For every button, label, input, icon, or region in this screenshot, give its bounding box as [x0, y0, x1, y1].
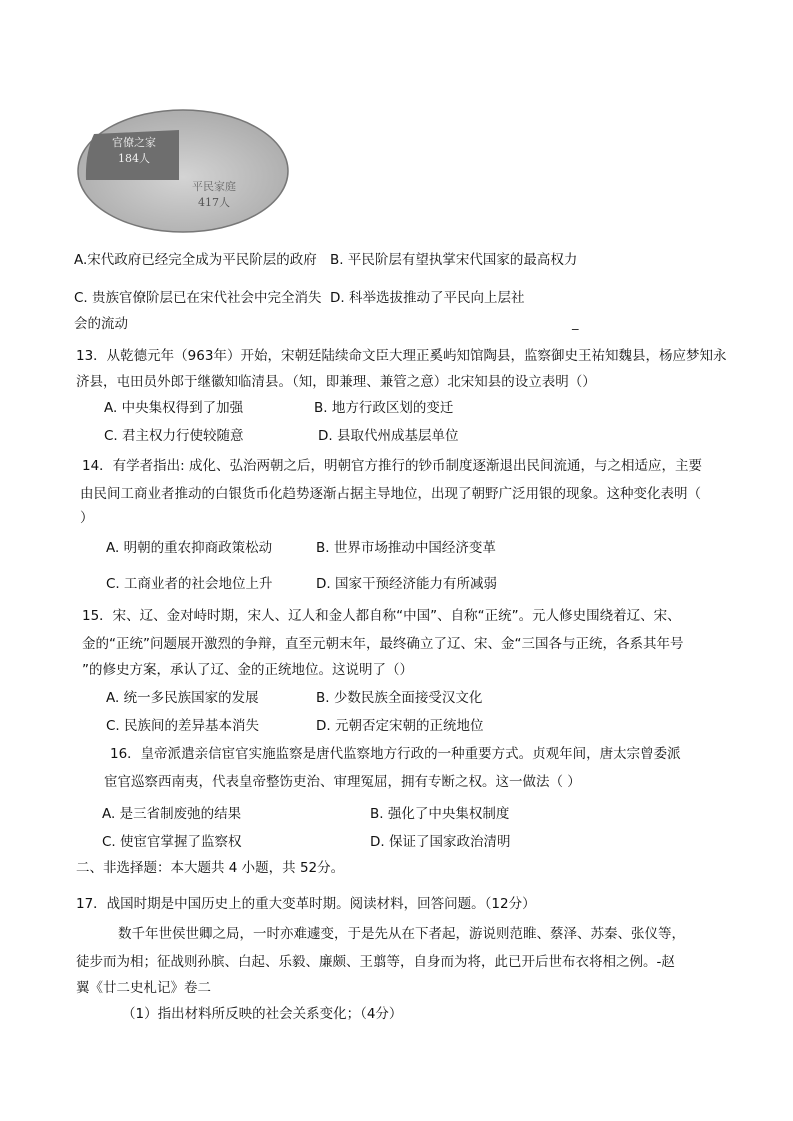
- q13-option-d: D. 县取代州成基层单位: [318, 428, 459, 444]
- q14-stem-line1: 14．有学者指出: 成化、弘治两朝之后，明朝官方推行的钞币制度逐渐退出民间流通，与之相适应，主要: [82, 458, 703, 474]
- q15-option-a: A. 统一多民族国家的发展: [106, 690, 259, 706]
- q16-stem-line2: 宦官巡察西南夷，代表皇帝整饬吏治、审理冤屈，拥有专断之权。这一做法（ ）: [104, 774, 581, 790]
- q17-material-line3: 翼《廿二史札记》卷二: [76, 980, 211, 996]
- q13-option-c: C. 君主权力行使较随意: [104, 428, 244, 444]
- pie-value-official: 184人: [118, 152, 150, 165]
- q12-option-a: A.宋代政府已经完全成为平民阶层的政府: [74, 252, 317, 268]
- q15-stem-line2: 金的“正统”问题展开激烈的争辩，直至元朝末年，最终确立了辽、宋、金“三国各与正统，各系其年号: [82, 636, 684, 652]
- q12-option-b: B. 平民阶层有望执掌宋代国家的最高权力: [330, 252, 578, 268]
- q14-option-c: C. 工商业者的社会地位上升: [106, 576, 273, 592]
- pie-figure: [76, 108, 290, 234]
- q13-stem-line1: 13．从乾德元年（963年）开始，宋朝廷陆续命文臣大理正奚屿知馆陶县，监察御史王祐知魏县，杨应梦知永: [76, 348, 727, 364]
- q12-option-d-continued: 会的流动: [74, 316, 128, 332]
- q15-option-d: D. 元朝否定宋朝的正统地位: [316, 718, 484, 734]
- q14-option-a: A. 明朝的重农抑商政策松动: [106, 540, 273, 556]
- q13-stem-line2: 济县，屯田员外郎于继徽知临清县。（知，即兼理、兼管之意）北宋知县的设立表明（）: [76, 374, 596, 390]
- q17-material-line1: 数千年世侯世卿之局，一时亦难遽变，于是先从在下者起，游说则范睢、蔡泽、苏秦、张仪等，: [118, 926, 685, 942]
- stray-underscore: _: [572, 316, 579, 331]
- pie-label-commoner: 平民家庭: [192, 180, 236, 193]
- pie-label-official: 官僚之家: [112, 136, 156, 149]
- q13-option-a: A. 中央集权得到了加强: [104, 400, 244, 416]
- q16-option-a: A. 是三省制废弛的结果: [102, 806, 242, 822]
- section-heading-nonchoice: 二、非选择题：本大题共 4 小题，共 52分。: [76, 860, 345, 876]
- q15-stem-line3: ”的修史方案，承认了辽、金的正统地位。这说明了（）: [82, 662, 413, 678]
- q16-stem-line1: 16．皇帝派遣亲信宦官实施监察是唐代监察地方行政的一种重要方式。贞观年间，唐太宗曾委派: [110, 746, 681, 762]
- q14-stem-line2: 由民间工商业者推动的白银货币化趋势逐渐占据主导地位，出现了朝野广泛用银的现象。这种变化表明（: [80, 486, 701, 502]
- q15-option-b: B. 少数民族全面接受汉文化: [316, 690, 483, 706]
- q17-stem: 17．战国时期是中国历史上的重大变革时期。阅读材料，回答问题。（12分）: [76, 896, 536, 912]
- pie-value-commoner: 417人: [198, 196, 230, 209]
- q17-material-line2: 徒步而为相；征战则孙膑、白起、乐毅、廉颇、王翦等，自身而为将，此已开后世布衣将相之例。-赵: [76, 954, 675, 970]
- q12-option-c: C. 贵族官僚阶层已在宋代社会中完全消失: [74, 290, 322, 306]
- q15-option-c: C. 民族间的差异基本消失: [106, 718, 260, 734]
- q15-stem-line1: 15．宋、辽、金对峙时期，宋人、辽人和金人都自称“中国”、自称“正统”。元人修史围绕着辽、宋、: [82, 608, 681, 624]
- q14-option-b: B. 世界市场推动中国经济变革: [316, 540, 496, 556]
- q14-option-d: D. 国家干预经济能力有所减弱: [316, 576, 497, 592]
- q17-subquestion-1: （1）指出材料所反映的社会关系变化；（4分）: [122, 1006, 403, 1022]
- q16-option-c: C. 使宦官掌握了监察权: [102, 834, 242, 850]
- q14-stem-line3: ）: [80, 510, 94, 526]
- q16-option-d: D. 保证了国家政治清明: [370, 834, 511, 850]
- q16-option-b: B. 强化了中央集权制度: [370, 806, 510, 822]
- q13-option-b: B. 地方行政区划的变迁: [314, 400, 454, 416]
- q12-option-d: D. 科举选拔推动了平民向上层社: [330, 290, 525, 306]
